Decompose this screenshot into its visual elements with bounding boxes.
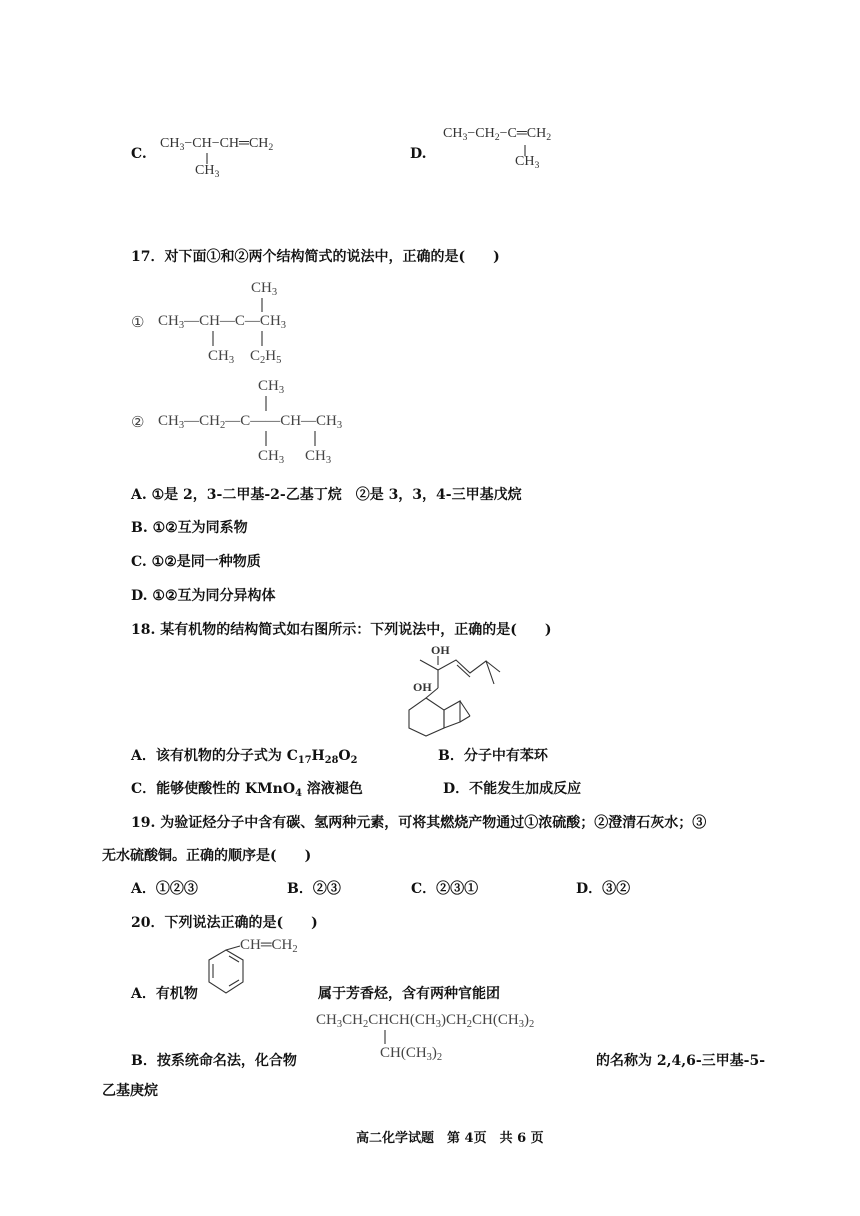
option-d-label: D. (410, 146, 427, 162)
structure-c-branch: $CH_3$ (195, 163, 220, 180)
q20-option-b-suffix: 的名称为 2,4,6-三甲基-5- (596, 1053, 766, 1069)
q19-option-b: B．②③ (287, 881, 341, 897)
question-17-stem: 17．对下面①和②两个结构简式的说法中，正确的是( ) (131, 249, 500, 265)
q19-option-d: D．③② (576, 881, 631, 897)
question-20-stem: 20．下列说法正确的是( ) (131, 915, 318, 931)
vinyl-group: $CH═CH_2$ (240, 937, 298, 955)
q18-option-c: C．能够使酸性的 KMnO$_4$ 溶液褪色 (131, 781, 363, 799)
compound-formula: $CH_3CH_2CHCH(CH_3)CH_2CH(CH_3)_2$ (316, 1012, 535, 1030)
s1-branch-1: $CH_3$ (208, 348, 235, 366)
structure-c-main: $CH_3-CH-CH═CH_2$ (160, 136, 274, 153)
structure-d-branch: $CH_3$ (515, 154, 540, 171)
q20-option-a-prefix: A．有机物 (131, 986, 198, 1002)
question-18-stem: 18. 某有机物的结构简式如右图所示：下列说法中，正确的是( ) (131, 622, 552, 638)
q19-option-c: C．②③① (411, 881, 479, 897)
q18-option-a: A．该有机物的分子式为 $C_{17}H_{28}O_2$ (131, 748, 358, 766)
question-19-stem-line1: 19. 为验证烃分子中含有碳、氢两种元素，可将其燃烧产物通过①浓硫酸；②澄清石灰水；③ (131, 815, 707, 831)
hydroxyl-top-label: OH (431, 643, 450, 657)
option-c-label: C. (131, 146, 147, 162)
hydroxyl-ring-label: OH (413, 680, 432, 694)
q20-option-b-prefix: B．按系统命名法，化合物 (131, 1053, 297, 1069)
q18-option-b: B．分子中有苯环 (438, 748, 548, 764)
s2-branch-2: $CH_3$ (305, 448, 332, 466)
s1-top-methyl: $CH_3$ (251, 280, 278, 298)
s2-marker: ② (131, 415, 145, 431)
s2-main-chain: $CH_3—CH_2—C——CH—CH_3$ (158, 413, 343, 431)
structure-d-main: $CH_3-CH_2-C═CH_2$ (443, 126, 552, 143)
question-19-stem-line2: 无水硫酸铜。正确的顺序是( ) (102, 848, 312, 864)
q17-option-a: A. ①是 2，3-二甲基-2-乙基丁烷 ②是 3，3，4-三甲基戊烷 (131, 487, 522, 503)
page-footer: 高二化学试题 第 4页 共 6 页 (356, 1131, 544, 1146)
q20-option-a-suffix: 属于芳香烃，含有两种官能团 (318, 986, 500, 1002)
s2-top-methyl: $CH_3$ (258, 378, 285, 396)
q17-option-b: B. ①②互为同系物 (131, 520, 248, 536)
s2-branch-1: $CH_3$ (258, 448, 285, 466)
s1-branch-2: $C_2H_5$ (250, 348, 282, 366)
q19-option-a: A．①②③ (131, 881, 198, 897)
q20-option-b-line2: 乙基庚烷 (102, 1083, 158, 1099)
q18-option-d: D．不能发生加成反应 (443, 781, 582, 797)
s1-main-chain: $CH_3—CH—C—CH_3$ (158, 313, 287, 331)
s1-marker: ① (131, 315, 145, 331)
q17-option-c: C. ①②是同一种物质 (131, 554, 261, 570)
q17-option-d: D. ①②互为同分异构体 (131, 588, 276, 604)
compound-branch: $CH(CH_3)_2$ (380, 1045, 443, 1063)
